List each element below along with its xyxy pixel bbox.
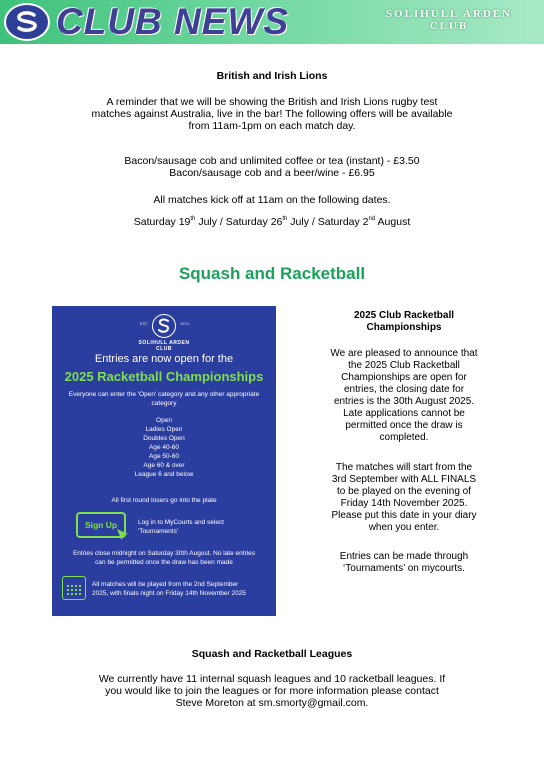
- banner-club-line1: SOLIHULL ARDEN: [385, 8, 513, 20]
- poster-category: Open: [156, 417, 172, 424]
- text-line: 3rd September with ALL FINALS: [331, 474, 477, 485]
- poster-match-dates: [92, 580, 272, 598]
- poster-club-line1: SOLIHULL ARDEN: [138, 340, 190, 346]
- poster-category: Age 60 & over: [143, 462, 185, 469]
- poster-closing-note: [58, 549, 270, 567]
- lions-dates: Saturday 19th July / Saturday 26th July / Saturday 2nd August: [133, 216, 411, 228]
- lions-heading: British and Irish Lions: [216, 70, 328, 82]
- poster-login-line2: 'Tournaments': [138, 528, 179, 535]
- leagues-heading: Squash and Racketball Leagues: [191, 648, 353, 660]
- text-line: permitted once the draw is: [345, 420, 463, 431]
- lions-intro-line2: matches against Australia, live in the bar! The following offers will be available: [91, 108, 453, 120]
- racketball-title-line2: Championships: [366, 322, 442, 333]
- text-line: Entries can be made through: [339, 551, 469, 562]
- poster-category: League 6 and below: [134, 471, 194, 478]
- squash-heading: Squash and Racketball: [178, 264, 366, 283]
- lions-intro-line1: A reminder that we will be showing the British and Irish Lions rugby test: [106, 96, 438, 108]
- poster-category: Age 50-60: [149, 453, 179, 460]
- poster-allm-line2: 2025, with finals night on Friday 14th November 2025: [92, 590, 246, 597]
- poster-club-line2: CLUB: [156, 346, 172, 352]
- racketball-para1: [296, 348, 512, 444]
- leagues-line1: We currently have 11 internal squash leagues and 10 racketball leagues. If: [98, 673, 446, 685]
- poster-year: 1974: [180, 321, 189, 326]
- text-line: Please put this date in your diary: [331, 510, 477, 521]
- poster-sign-up-button: Sign Up: [76, 512, 126, 538]
- racketball-title: [296, 310, 512, 334]
- poster-allm-line1: All matches will be played from the 2nd September: [92, 581, 239, 588]
- racketball-para3: [296, 551, 512, 575]
- text-line: when you enter.: [368, 522, 440, 533]
- lions-kickoff: All matches kick off at 11am on the following dates.: [153, 194, 391, 206]
- lions-offer1: Bacon/sausage cob and unlimited coffee or tea (instant) - £3.50: [124, 155, 420, 167]
- poster-club-logo-icon: [152, 314, 176, 338]
- text-line: We are pleased to announce that: [330, 348, 478, 359]
- leagues-line2: you would like to join the leagues or for more information please contact: [105, 685, 439, 697]
- text-line: entries, the closing date for: [343, 384, 465, 395]
- text-line: ‘Tournaments’ on mycourts.: [343, 563, 465, 574]
- text-line: The matches will start from the: [335, 462, 473, 473]
- leagues-line3: Steve Moreton at sm.smorty@gmail.com.: [175, 697, 369, 709]
- poster-eligibility: Everyone can enter the 'Open' category and any other appropriate category: [68, 391, 260, 407]
- poster-category: Doubles Open: [143, 435, 185, 442]
- text-line: entries is the 30th August 2025.: [333, 396, 475, 407]
- banner-club-name: [364, 8, 534, 32]
- text-line: Late applications cannot be: [343, 408, 465, 419]
- text-line: to be played on the evening of: [337, 486, 471, 497]
- calendar-icon: [62, 576, 86, 600]
- racketball-poster: [52, 306, 276, 616]
- poster-close-line1: Entries close midnight on Saturday 30th August. No late entries: [72, 550, 256, 557]
- banner-club-line2: CLUB: [429, 20, 469, 32]
- poster-championship-title: 2025 Racketball Championships: [64, 369, 264, 384]
- poster-login-line1: Log in to MyCourts and select: [138, 519, 224, 526]
- poster-close-line2: can be permitted once the draw has been made: [95, 559, 233, 566]
- text-line: Championships are open for: [341, 372, 467, 383]
- poster-entries-open: Entries are now open for the: [94, 353, 234, 365]
- poster-plate-note: All first round losers go into the plate: [111, 497, 217, 504]
- poster-club-name: [52, 340, 276, 352]
- club-s-logo-icon: [4, 3, 50, 41]
- poster-est: EST: [140, 321, 148, 326]
- text-line: the 2025 Club Racketball: [348, 360, 460, 371]
- text-line: Friday 14th November 2025.: [340, 498, 468, 509]
- poster-login-instructions: [138, 518, 272, 536]
- racketball-title-line1: 2025 Club Racketball: [353, 310, 455, 321]
- club-news-banner: [0, 0, 544, 44]
- poster-category: Age 40-60: [149, 444, 179, 451]
- text-line: completed.: [379, 432, 429, 443]
- cursor-icon: [116, 528, 130, 542]
- banner-title: CLUB NEWS: [56, 1, 290, 42]
- lions-offer2: Bacon/sausage cob and a beer/wine - £6.95: [169, 167, 375, 179]
- racketball-para2: [296, 462, 512, 534]
- lions-intro-line3: from 11am-1pm on each match day.: [188, 120, 356, 132]
- poster-category: Ladies Open: [145, 426, 183, 433]
- poster-categories: [52, 416, 276, 479]
